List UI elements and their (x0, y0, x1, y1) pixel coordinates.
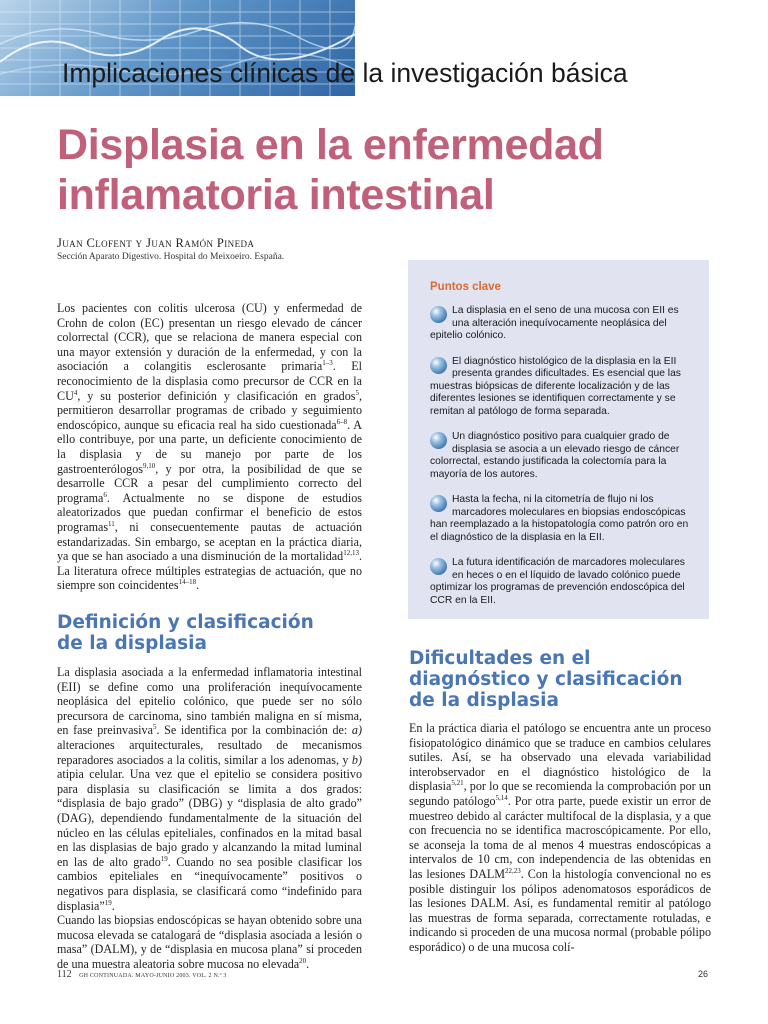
authors: Juan Clofent y Juan Ramón Pineda (57, 236, 255, 250)
heading-line: Definición y clasificación (57, 612, 314, 633)
section-heading-definicion (57, 612, 314, 654)
bullet-sphere-icon (430, 306, 447, 323)
key-point-item (430, 557, 695, 607)
key-point-item (430, 494, 695, 544)
bullet-sphere-icon (430, 432, 447, 449)
key-point-text: El diagnóstico histológico de la displasia en la EII presenta grandes dificultades. Es esencial que las muestras biópsicas de diferente localización y de las diferentes lesiones se identifiquen correctamente y se remitan al patólogo de forma separada. (430, 355, 681, 417)
bullet-sphere-icon (430, 558, 447, 575)
title-line-2: inflamatoria intestinal (57, 171, 495, 219)
affiliation: Sección Aparato Digestivo. Hospital do Meixoeiro. España. (57, 252, 285, 262)
heading-line: Dificultades en el (409, 648, 591, 669)
footer-left (57, 969, 227, 980)
bullet-sphere-icon (430, 495, 447, 512)
key-points-box (408, 260, 709, 619)
section-heading-dificultades (409, 648, 683, 711)
journal-reference: GH CONTINUADA. MAYO-JUNIO 2003. VOL. 2 N.º 3 (79, 973, 227, 979)
page-number-left: 112 (57, 969, 72, 980)
key-point-text: Hasta la fecha, ni la citometría de flujo ni los marcadores moleculares en biopsias endoscópicas han reemplazado a la histopatología como patrón oro en el diagnóstico de la displasia en la EII. (430, 494, 689, 543)
key-point-item (430, 305, 695, 343)
bullet-sphere-icon (430, 357, 447, 374)
key-point-text: La displasia en el seno de una mucosa con EII es una alteración inequívocamente neoplásica del epitelio colónico. (430, 305, 679, 341)
heading-line: de la displasia (409, 690, 559, 711)
heading-line: de la displasia (57, 633, 207, 654)
key-points-title: Puntos clave (430, 281, 501, 293)
key-point-item (430, 356, 695, 419)
definicion-body: La displasia asociada a la enfermedad inflamatoria intestinal (EII) se define como una proliferación inequívocamente neoplásica del epitelio colónico, que puede ser no sólo precursora de carcinoma, sino también maligna en sí misma, en fase preinvasiva$^5$. Se identifica por la combinación de: a) alteraciones arquitecturales, resultado de mecanismos reparadores asociados a la colitis, similar a los adenomas, y b) atipia celular. Una vez que el epitelio se considera positivo para displasia su clasificación se limita a dos grados: “displasia de bajo grado” (DBG) y “displasia de alto grado” (DAG), dependiendo fundamentalmente de la situación del núcleo en las células epiteliales, confinados en la mitad basal en las displasias de bajo grado y alcanzando la mitad luminal en las de alto grado$^{19}$. Cuando no sea posible clasificar los cambios epiteliales en “inequívocamente” positivos o negativos para displasia, se clasificará como “indefinido para displasia”$^{19}$. Cuando las biopsias endoscópicas se hayan obtenido sobre una mucosa elevada se catalogará de “displasia asociada a lesión o masa” (DALM), y de “displasia en mucosa plana” si proceden de una muestra aleatoria sobre mucosa no elevada$^{20}$. (57, 665, 363, 971)
key-point-text: Un diagnóstico positivo para cualquier grado de displasia se asocia a un elevado riesgo de cáncer colorrectal, estando justificada la colectomía para la mayoría de los autores. (430, 431, 680, 480)
intro-paragraph: Los pacientes con colitis ulcerosa (CU) y enfermedad de Crohn de colon (EC) presentan un riesgo elevado de cáncer colorrectal (CCR), que se relaciona de manera especial con una mayor extensión y duración de la enfermedad, y con la asociación a colangitis esclerosante primaria$^{1-3}$. El reconocimiento de la displasia como precursor de CCR en la $CU^4$, y su posterior definición y clasificación en grados$^5$, permitieron desarrollar programas de cribado y seguimiento endoscópico, aunque su eficacia real ha sido cuestionada$^{6-8}$. A ello contribuye, por una parte, un deficiente conocimiento de la displasia y de su manejo por parte de los gastroenterólogos$^{9,10}$, y por otra, la posibilidad de que se desarrolle CCR a pesar del cumplimiento correcto del programa$^6$. Actualmente no se dispone de estudios aleatorizados que puedan confirmar el beneficio de estos programas$^{11}$, ni consecuentemente pautas de actuación estandarizadas. Sin embargo, se aceptan en la práctica diaria, ya que se han asociado a una disminución de la mortalidad$^{12,13}$. La literatura ofrece múltiples estrategias de actuación, que no siempre son coincidentes$^{14-18}$. (57, 301, 362, 593)
title-line-1: Displasia en la enfermedad (57, 121, 604, 169)
heading-line: diagnóstico y clasificación (409, 669, 683, 690)
key-point-item (430, 431, 695, 481)
page-number-right: 26 (698, 969, 709, 979)
key-point-text: La futura identificación de marcadores moleculares en heces o en el líquido de lavado colónico puede optimizar los programas de prevención endoscópica del CCR en la EII. (430, 557, 685, 606)
article-title (57, 120, 604, 220)
dificultades-body: En la práctica diaria el patólogo se encuentra ante un proceso fisiopatológico dinámico que se traduce en cambios celulares sutiles. Así, se ha observado una elevada variabilidad interobservador en el diagnóstico histológico de la displasia$^{5,21}$, por lo que se recomienda la comprobación por un segundo patólogo$^{5,14}$. Por otra parte, puede existir un error de muestreo debido al carácter multifocal de la displasia, y a que con frecuencia no se identifica macroscópicamente. Por ello, se aconseja la toma de al menos 4 muestras endoscópicas a intervalos de 10 cm, con independencia de las obtenidas en las lesiones DALM$^{22,23}$. Con la histología convencional no es posible distinguir los pólipos adenomatosos esporádicos de las lesiones DALM. Así, es fundamental remitir al patólogo las muestras de forma separada, correctamente rotuladas, e indicando si proceden de una mucosa normal (probable pólipo esporádico) o de una mucosa colí- (409, 721, 711, 954)
section-header: Implicaciones clínicas de la investigación básica (62, 58, 628, 88)
